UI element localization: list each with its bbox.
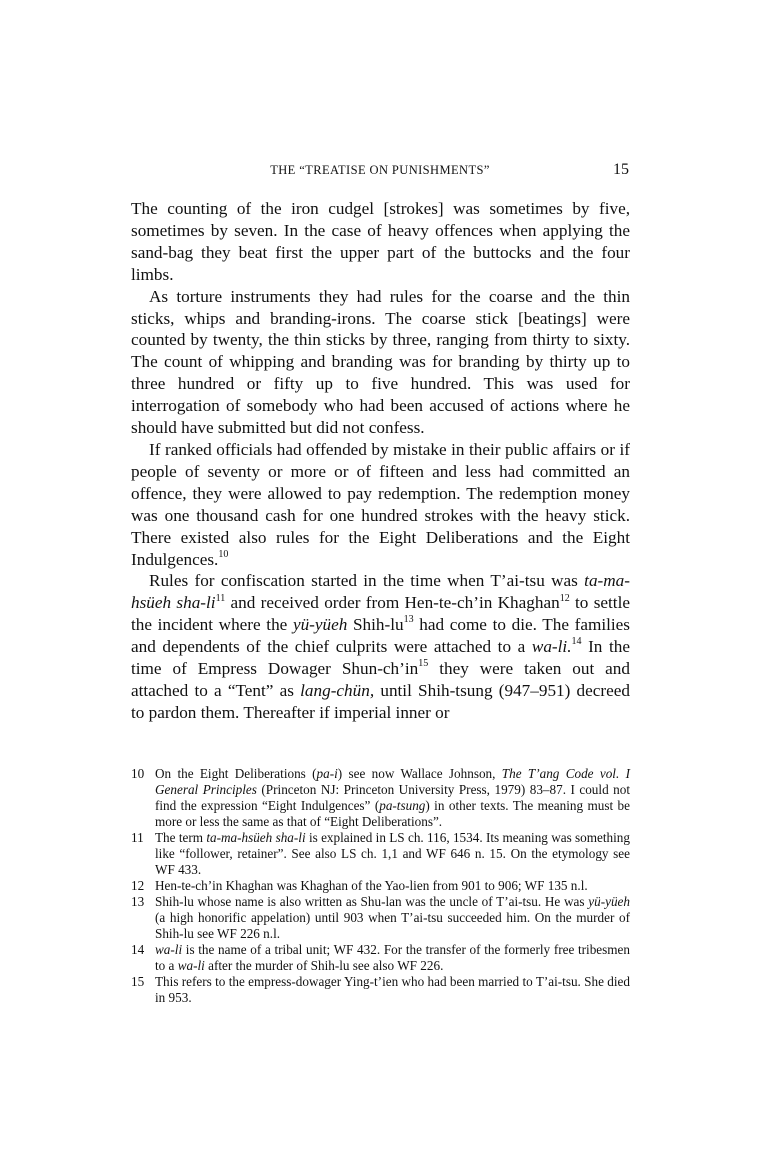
p4-text-7: they were taken out and attached to a “Tent” as	[131, 659, 630, 700]
paragraph-3-text: If ranked officials had offended by mistake in their public affairs or if people of seventy or more or of fifteen and less had committed an offence, they were allowed to pay redemption. The redemption money was one thousand cash for one hundred strokes with the heavy stick. There existed also rules for the Eight Deliberations and the Eight Indulgences.	[131, 439, 630, 569]
footnote-ref-12: 12	[559, 592, 570, 604]
paragraph-2: As torture instruments they had rules for the coarse and the thin sticks, whips and branding-irons. The coarse stick [beatings] were counted by twenty, the thin sticks by three, ranging from thirty to sixty. The count of whipping and branding was for branding by thirty up to three hundred or fifty up to five hundred. This was used for interrogation of somebody who had been accused of actions where he should have submitted but did not confess.	[131, 286, 630, 438]
running-title: THE “TREATISE ON PUNISHMENTS”	[270, 163, 490, 177]
footnote-14	[131, 942, 630, 974]
footnote-text: This refers to the empress-dowager Ying-t’ien who had been married to T’ai-tsu. She died in 953.	[155, 974, 630, 1005]
footnote-11	[131, 830, 630, 878]
p4-term-yu-yueh: yü-yüeh	[292, 615, 348, 635]
footnote-10	[131, 766, 630, 830]
fn-span: ) see now Wallace Johnson,	[337, 766, 502, 781]
footnote-number: 10	[131, 766, 145, 781]
footnote-text	[155, 894, 630, 942]
fn-italic: wa-li	[177, 958, 205, 973]
p4-term-wa-li: wa-li.	[531, 637, 572, 657]
p4-text-5: had come to die. The families and dependents of the chief culprits were attached to a	[131, 615, 630, 657]
footnote-number: 15	[131, 974, 145, 989]
paragraph-1: The counting of the iron cudgel [strokes] was sometimes by five, sometimes by seven. In the case of heavy offences when applying the sand-bag they beat first the upper part of the buttocks and the four limbs.	[131, 199, 630, 284]
p4-term-ta-ma-hsueh: ta-ma-hsüeh sha-li	[131, 571, 630, 613]
p4-text-4: Shih-lu	[347, 615, 404, 635]
fn-italic: The T’ang Code vol. I General Principles	[155, 766, 630, 797]
fn-italic: wa-li	[155, 942, 183, 957]
p4-text-6: In the time of Empress Dowager Shun-ch’in	[131, 637, 630, 679]
p4-text-2: and received order from Hen-te-ch’in Khaghan	[225, 593, 560, 613]
footnote-number: 11	[131, 830, 144, 845]
fn-span: ) in other texts. The meaning must be more or less the same as that of “Eight Deliberations”.	[155, 798, 630, 829]
fn-span: On the Eight Deliberations (	[155, 766, 317, 781]
fn-italic: pa-tsung	[379, 798, 426, 813]
fn-span: after the murder of Shih-lu see also WF 226.	[204, 958, 444, 973]
footnote-ref-15: 15	[418, 658, 429, 670]
page-number: 15	[613, 161, 629, 178]
fn-italic: pa-i	[316, 766, 338, 781]
footnotes	[131, 766, 630, 1006]
footnote-15	[131, 974, 630, 1006]
paragraph-3	[131, 439, 630, 570]
p4-text-1: Rules for confiscation started in the time when T’ai-tsu was	[149, 571, 585, 591]
p4-term-lang-chun: lang-chün,	[300, 680, 375, 700]
footnote-text	[155, 942, 630, 974]
footnote-13	[131, 894, 630, 942]
footnote-ref-14: 14	[571, 636, 582, 648]
fn-span: (Princeton NJ: Princeton University Press, 1979) 83–87. I could not find the expression “Eight Indulgences” (	[155, 782, 631, 813]
fn-span: The term	[155, 830, 207, 845]
footnote-text	[155, 766, 630, 830]
fn-span: Shih-lu whose name is also written as Shu-lan was the uncle of T’ai-tsu. He was	[155, 894, 589, 909]
footnote-number: 12	[131, 878, 145, 893]
main-text	[131, 198, 630, 724]
paragraph-4	[131, 570, 630, 723]
footnote-ref-13: 13	[403, 614, 414, 626]
footnote-ref-11: 11	[215, 592, 226, 604]
fn-italic: ta-ma-hsüeh sha-li	[206, 830, 306, 845]
footnote-number: 13	[131, 894, 145, 909]
footnote-text	[155, 830, 630, 878]
p4-text-8: until Shih-tsung (947–951) decreed to pardon them. Thereafter if imperial inner or	[131, 680, 630, 722]
footnote-ref-10: 10	[218, 548, 229, 560]
fn-span: is the name of a tribal unit; WF 432. For the transfer of the formerly free tribesmen to a	[155, 942, 630, 973]
fn-italic: yü-yüeh	[588, 894, 630, 909]
footnote-text: Hen-te-ch’in Khaghan was Khaghan of the Yao-lien from 901 to 906; WF 135 n.l.	[155, 878, 588, 893]
fn-span: (a high honorific appelation) until 903 when T’ai-tsu succeeded him. On the murder of Shih-lu see WF 226 n.l.	[155, 910, 630, 941]
p4-text-3: to settle the incident where the	[131, 593, 630, 635]
footnote-12	[131, 878, 630, 894]
footnote-number: 14	[131, 942, 145, 957]
running-head	[131, 161, 629, 181]
fn-span: is explained in LS ch. 116, 1534. Its meaning was something like “follower, retainer”. See also LS ch. 1,1 and WF 646 n. 15. On the etymology see WF 433.	[155, 830, 630, 877]
